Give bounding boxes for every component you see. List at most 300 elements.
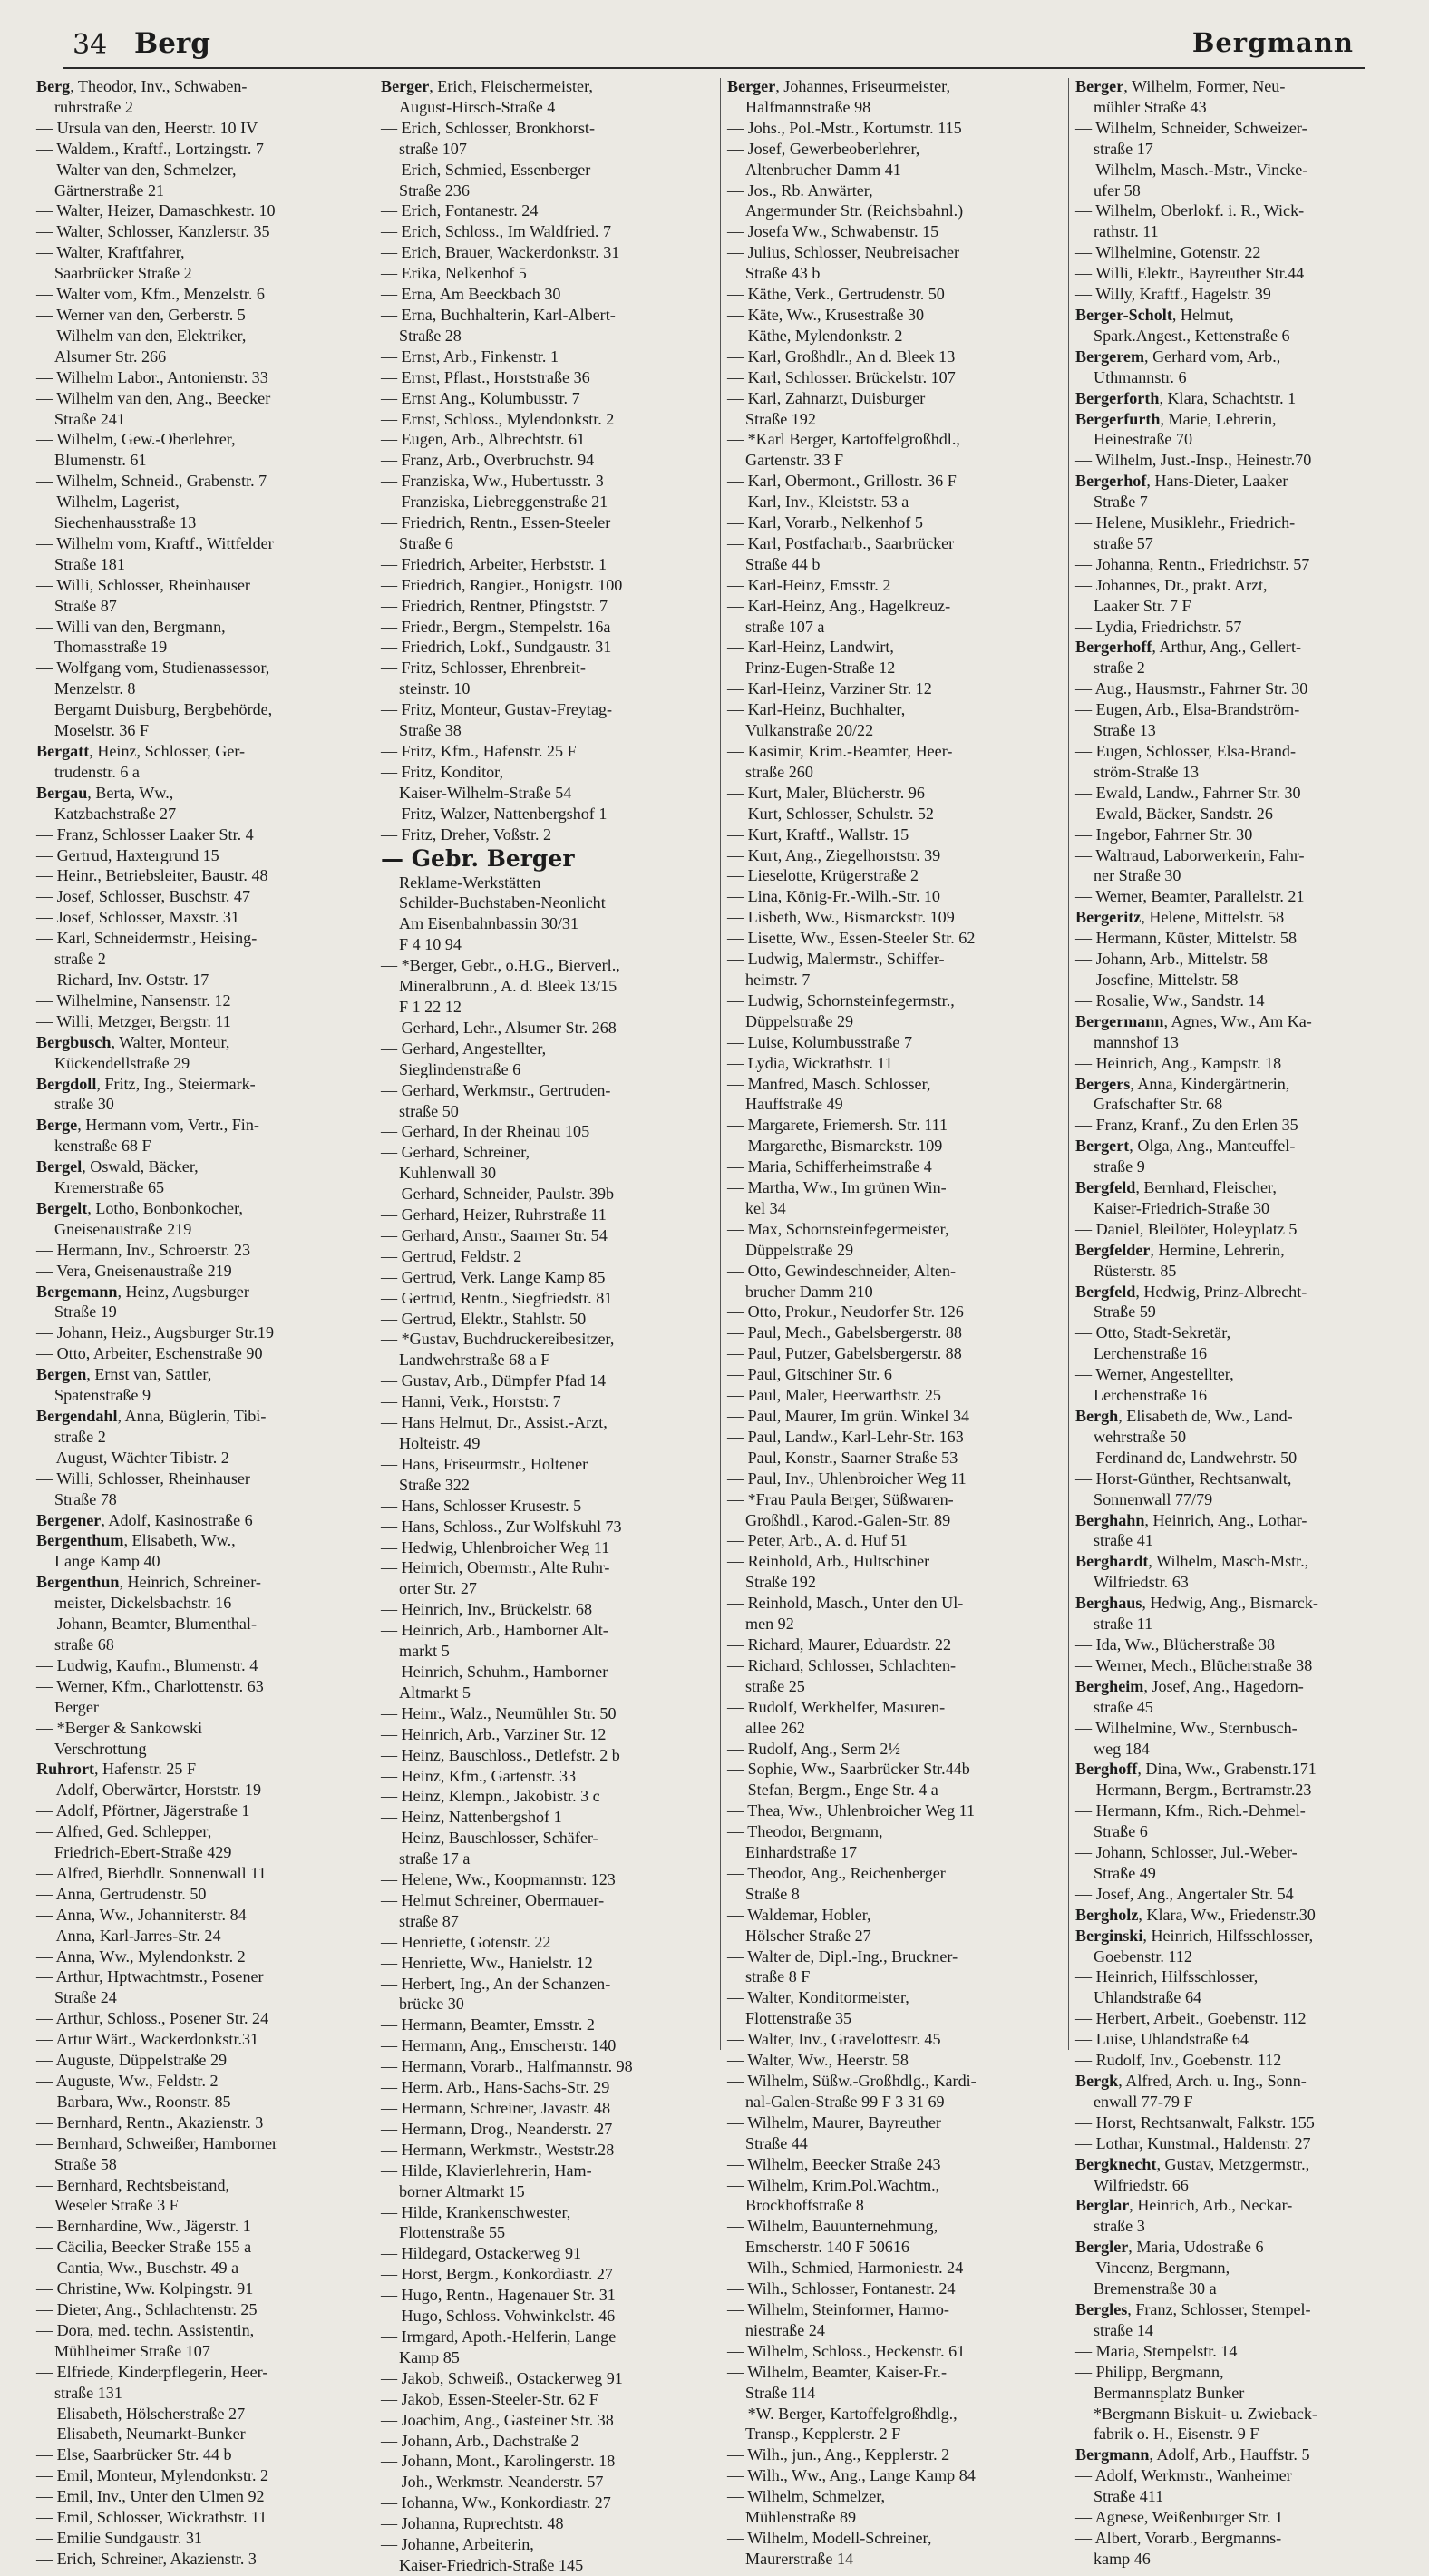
directory-line: markt 5 (399, 1642, 450, 1661)
directory-line: Holteistr. 49 (399, 1434, 481, 1452)
directory-line: Bergmann, Adolf, Arb., Hauffstr. 5 (1075, 2445, 1310, 2464)
directory-line: — Ida, Ww., Blücherstraße 38 (1075, 1634, 1276, 1654)
directory-line: — Paul, Gitschiner Str. 6 (727, 1365, 892, 1384)
directory-line: Verschrottung (54, 1739, 147, 1758)
directory-line: — Rudolf, Inv., Goebenstr. 112 (1075, 2051, 1282, 2070)
directory-line: — Wilhelm, Beecker Straße 243 (727, 2154, 941, 2173)
directory-line: — Wilh., Ww., Ang., Lange Kamp 84 (727, 2466, 976, 2485)
directory-line: — Willy, Kraftf., Hagelstr. 39 (1075, 285, 1271, 304)
directory-line: straße 8 F (745, 1967, 811, 1986)
directory-line: — Erich, Schmied, Essenberger (381, 160, 591, 179)
directory-line: — Luise, Kolumbusstraße 7 (727, 1032, 913, 1051)
directory-line: — Vincenz, Bergmann, (1075, 2259, 1230, 2278)
directory-line: — *Frau Paula Berger, Süßwaren- (727, 1489, 954, 1508)
directory-line: Bergamt Duisburg, Bergbehörde, (54, 700, 273, 719)
directory-line: — Jakob, Schweiß., Ostackerweg 91 (381, 2368, 623, 2387)
directory-line: Straße 6 (399, 533, 453, 552)
directory-line: — August, Wächter Tibistr. 2 (36, 1448, 229, 1467)
directory-line: Straße 44 (745, 2133, 808, 2152)
directory-line: — Paul, Maurer, Im grün. Winkel 34 (727, 1407, 970, 1425)
directory-line: Brockhoffstraße 8 (745, 2196, 864, 2215)
directory-line: — Heinz, Bauschloss., Detlefstr. 2 b (381, 1745, 620, 1764)
directory-line: straße 11 (1094, 1615, 1153, 1634)
directory-line: — Fritz, Dreher, Voßstr. 2 (381, 825, 552, 844)
directory-line: Angermunder Str. (Reichsbahnl.) (745, 201, 964, 220)
directory-line: — Wilhelm, Beamter, Kaiser-Fr.- (727, 2362, 948, 2381)
directory-line: — Käthe, Mylendonkstr. 2 (727, 326, 903, 345)
directory-line: Großhdl., Karod.-Galen-Str. 89 (745, 1510, 951, 1529)
directory-line: — Lisette, Ww., Essen-Steeler Str. 62 (727, 929, 976, 948)
directory-line: — Herm. Arb., Hans-Sachs-Str. 29 (381, 2078, 610, 2097)
directory-line: Straße 59 (1094, 1303, 1156, 1322)
directory-line: — Bernhard, Rechtsbeistand, (36, 2175, 230, 2194)
directory-line: — *Gustav, Buchdruckereibesitzer, (381, 1330, 615, 1349)
directory-line: — Fritz, Walzer, Nattenbergshof 1 (381, 804, 608, 823)
directory-line: — Karl, Inv., Kleiststr. 53 a (727, 493, 909, 512)
directory-line: — Hans, Schlosser Krusestr. 5 (381, 1496, 582, 1515)
directory-line: — *W. Berger, Kartoffelgroßhdlg., (727, 2404, 958, 2423)
directory-line: — Gertrud, Elektr., Stahlstr. 50 (381, 1309, 587, 1328)
directory-line: — Ludwig, Kaufm., Blumenstr. 4 (36, 1655, 258, 1674)
directory-line: Lerchenstraße 16 (1094, 1386, 1208, 1405)
page-number: 34 (73, 29, 108, 61)
directory-line: Straße 411 (1094, 2487, 1164, 2506)
directory-line: heimstr. 7 (745, 970, 811, 989)
directory-line: Uthmannstr. 6 (1094, 367, 1187, 386)
directory-line: — Horst-Günther, Rechtsanwalt, (1075, 1469, 1292, 1488)
directory-line: — Henriette, Gotenstr. 22 (381, 1932, 551, 1951)
directory-line: — Wilh., Schmied, Harmoniestr. 24 (727, 2259, 964, 2278)
directory-line: straße 41 (1094, 1531, 1153, 1550)
directory-line: — Heinr., Walz., Neumühler Str. 50 (381, 1703, 617, 1722)
directory-line: nal-Galen-Straße 99 F 3 31 69 (745, 2092, 945, 2111)
directory-line: — Bernhard, Schweißer, Hamborner (36, 2133, 278, 2152)
directory-line: Straße 44 b (745, 554, 821, 573)
directory-line: — Heinz, Kfm., Gartenstr. 33 (381, 1766, 577, 1785)
directory-line: — Wilhelm van den, Elektriker, (36, 326, 247, 345)
directory-line: orter Str. 27 (399, 1579, 477, 1598)
directory-line: — Herbert, Ing., An der Schanzen- (381, 1974, 611, 1993)
directory-line: — Wilh., jun., Ang., Kepplerstr. 2 (727, 2445, 950, 2464)
directory-line: — Adolf, Pförtner, Jägerstraße 1 (36, 1801, 250, 1820)
directory-line: Berginski, Heinrich, Hilfsschlosser, (1075, 1926, 1314, 1945)
directory-line: — Bernhardine, Ww., Jägerstr. 1 (36, 2217, 251, 2236)
directory-line: Berghardt, Wilhelm, Masch-Mstr., (1075, 1552, 1309, 1571)
directory-line: Thomasstraße 19 (54, 638, 168, 657)
directory-line: — Sophie, Ww., Saarbrücker Str.44b (727, 1760, 970, 1779)
directory-line: — Kurt, Maler, Blücherstr. 96 (727, 783, 925, 802)
directory-line: — Eugen, Arb., Elsa-Brandström- (1075, 700, 1300, 719)
directory-line: — Wilhelm, Maurer, Bayreuther (727, 2113, 941, 2132)
directory-line: — Hermann, Bergm., Bertramstr.23 (1075, 1781, 1312, 1800)
directory-line: Mühlenstraße 89 (745, 2508, 857, 2527)
directory-line: — Gertrud, Haxtergrund 15 (36, 845, 219, 864)
directory-line: straße 68 (54, 1634, 114, 1654)
directory-line: — Hildegard, Ostackerweg 91 (381, 2244, 582, 2263)
directory-line: — Albert, Vorarb., Bergmanns- (1075, 2528, 1282, 2547)
directory-line: Halfmannstraße 98 (745, 97, 871, 116)
directory-line: Siechenhausstraße 13 (54, 513, 197, 532)
directory-line: Berger, Erich, Fleischermeister, (381, 77, 593, 95)
directory-line: — Heinrich, Hilfsschlosser, (1075, 1967, 1259, 1986)
directory-line: — Erna, Am Beeckbach 30 (381, 285, 561, 304)
directory-line: — Arthur, Hptwachtmstr., Posener (36, 1967, 264, 1986)
directory-line: Düppelstraße 29 (745, 1011, 854, 1030)
directory-line: — Wilhelm, Schmelzer, (727, 2487, 886, 2506)
directory-line: — Agnese, Weißenburger Str. 1 (1075, 2508, 1284, 2527)
directory-line: — Otto, Stadt-Sekretär, (1075, 1323, 1231, 1342)
directory-line: Kaiser-Friedrich-Straße 145 (399, 2555, 584, 2574)
directory-line: Straße 8 (745, 1884, 800, 1903)
directory-line: Bergemann, Heinz, Augsburger (36, 1282, 249, 1301)
directory-line: — Josef, Schlosser, Buschstr. 47 (36, 887, 250, 906)
directory-line: Kaiser-Friedrich-Straße 30 (1094, 1198, 1270, 1217)
directory-line: — Karl, Schneidermstr., Heising- (36, 929, 258, 948)
directory-line: — Walter, Kraftfahrer, (36, 243, 185, 262)
directory-line: — Walter, Konditormeister, (727, 1988, 909, 2007)
directory-line: mannshof 13 (1094, 1032, 1179, 1051)
directory-line: Transp., Kepplerstr. 2 F (745, 2425, 901, 2444)
directory-line: mühler Straße 43 (1094, 97, 1207, 116)
directory-line: — Julius, Schlosser, Neubreisacher (727, 243, 960, 262)
directory-line: — Wilhelm, Oberlokf. i. R., Wick- (1075, 201, 1305, 220)
directory-line: — Willi, Schlosser, Rheinhauser (36, 575, 250, 594)
directory-line: Hölscher Straße 27 (745, 1926, 871, 1945)
directory-line: — Maria, Schifferheimstraße 4 (727, 1157, 932, 1176)
directory-line: Bergheim, Josef, Ang., Hagedorn- (1075, 1676, 1304, 1695)
directory-line: — Henriette, Ww., Hanielstr. 12 (381, 1953, 593, 1972)
directory-line: — Eugen, Schlosser, Elsa-Brand- (1075, 742, 1296, 760)
directory-line: — Martha, Ww., Im grünen Win- (727, 1178, 947, 1197)
directory-line: Flottenstraße 35 (745, 2009, 852, 2028)
directory-line: — Johann, Mont., Karolingerstr. 18 (381, 2452, 616, 2471)
directory-line: — Wilhelm, Schneid., Grabenstr. 7 (36, 472, 267, 491)
directory-line: — Lina, König-Fr.-Wilh.-Str. 10 (727, 887, 940, 906)
directory-line: — Franziska, Ww., Hubertusstr. 3 (381, 472, 604, 491)
directory-line: — Reinhold, Arb., Hultschiner (727, 1552, 930, 1571)
directory-line: Mühlheimer Straße 107 (54, 2341, 210, 2360)
directory-line: — Maria, Stempelstr. 14 (1075, 2341, 1238, 2360)
page-header (63, 25, 1365, 69)
directory-line: — Werner, Beamter, Parallelstr. 21 (1075, 887, 1305, 906)
directory-line: Straße 49 (1094, 1863, 1156, 1882)
directory-line: — Wilhelm vom, Kraftf., Wittfelder (36, 533, 274, 552)
directory-line: — Gerhard, Lehr., Alsumer Str. 268 (381, 1018, 617, 1037)
directory-line: — Karl, Vorarb., Nelkenhof 5 (727, 513, 923, 532)
directory-line: Straße 114 (745, 2383, 816, 2402)
directory-line: — Hermann, Beamter, Emsstr. 2 (381, 2015, 595, 2034)
directory-line: Landwehrstraße 68 a F (399, 1351, 550, 1370)
directory-line: fabrik o. H., Eisenstr. 9 F (1094, 2425, 1259, 2444)
directory-line: — Wilhelm van den, Ang., Beecker (36, 388, 271, 407)
directory-line: — Gerhard, Heizer, Ruhrstraße 11 (381, 1205, 607, 1225)
directory-line: Bergendahl, Anna, Büglerin, Tibi- (36, 1407, 267, 1425)
directory-line: — Werner, Angestellter, (1075, 1365, 1234, 1384)
directory-line: — Adolf, Oberwärter, Horststr. 19 (36, 1781, 262, 1800)
directory-line: brucher Damm 210 (745, 1282, 873, 1301)
directory-line: — Anna, Ww., Johanniterstr. 84 (36, 1905, 247, 1924)
directory-line: straße 25 (745, 1676, 805, 1695)
directory-line: straße 50 (399, 1101, 459, 1120)
directory-line: — Johanne, Arbeiterin, (381, 2535, 534, 2554)
directory-line: Straße 38 (399, 721, 462, 740)
directory-line: Bergenthun, Heinrich, Schreiner- (36, 1573, 261, 1592)
column-3 (727, 76, 1063, 2568)
directory-line: straße 3 (1094, 2217, 1145, 2236)
directory-line: Bergeritz, Helene, Mittelstr. 58 (1075, 908, 1285, 927)
directory-line: — Anna, Ww., Mylendonkstr. 2 (36, 1947, 246, 1966)
directory-line: Bergk, Alfred, Arch. u. Ing., Sonn- (1075, 2072, 1307, 2090)
directory-line: Ruhrort, Hafenstr. 25 F (36, 1760, 197, 1779)
directory-line: Maurerstraße 14 (745, 2549, 854, 2568)
directory-line: — Wilhelm, Schloss., Heckenstr. 61 (727, 2341, 966, 2360)
directory-line: — Gerhard, Werkmstr., Gertruden- (381, 1080, 611, 1099)
directory-line: — Walter, Schlosser, Kanzlerstr. 35 (36, 222, 270, 241)
directory-line: — Dora, med. techn. Assistentin, (36, 2320, 255, 2339)
directory-line: — Fritz, Schlosser, Ehrenbreit- (381, 659, 586, 678)
directory-line: Bergfeld, Bernhard, Fleischer, (1075, 1178, 1277, 1197)
directory-line: — Thea, Ww., Uhlenbroicher Weg 11 (727, 1801, 976, 1820)
directory-line: Straße 13 (1094, 721, 1156, 740)
directory-line: — Willi van den, Bergmann, (36, 617, 226, 636)
directory-line: — Waldemar, Hobler, (727, 1905, 871, 1924)
directory-line: — Wolfgang vom, Studienassessor, (36, 659, 270, 678)
directory-line: — Stefan, Bergm., Enge Str. 4 a (727, 1781, 938, 1800)
directory-line: straße 14 (1094, 2320, 1153, 2339)
directory-line: — Willi, Metzger, Bergstr. 11 (36, 1011, 231, 1030)
directory-line: Bergelt, Lotho, Bonbonkocher, (36, 1198, 243, 1217)
directory-line: Bergholz, Klara, Ww., Friedenstr.30 (1075, 1905, 1316, 1924)
directory-line: — Johanna, Rentn., Friedrichstr. 57 (1075, 554, 1310, 573)
directory-line: — Hermann, Drog., Neanderstr. 27 (381, 2119, 613, 2138)
directory-line: — Ernst, Pflast., Horststraße 36 (381, 367, 590, 386)
directory-line: — Hermann, Küster, Mittelstr. 58 (1075, 929, 1298, 948)
directory-line: — Lothar, Kunstmal., Haldenstr. 27 (1075, 2133, 1311, 2152)
directory-line: — Heinrich, Obermstr., Alte Ruhr- (381, 1558, 610, 1577)
directory-line: — Wilhelm, Schneider, Schweizer- (1075, 118, 1307, 137)
directory-line: — Wilhelm, Krim.Pol.Wachtm., (727, 2175, 940, 2194)
directory-line: — Otto, Prokur., Neudorfer Str. 126 (727, 1303, 964, 1322)
directory-line: Bergbusch, Walter, Monteur, (36, 1032, 230, 1051)
column-2 (381, 76, 716, 2574)
directory-line: Bergenthum, Elisabeth, Ww., (36, 1531, 236, 1550)
directory-line: — Rosalie, Ww., Sandstr. 14 (1075, 990, 1265, 1010)
directory-line: Bergerhof, Hans-Dieter, Laaker (1075, 472, 1288, 491)
directory-line: — Paul, Konstr., Saarner Straße 53 (727, 1448, 958, 1467)
directory-line: kel 34 (745, 1198, 786, 1217)
directory-line: Straße 28 (399, 326, 462, 345)
directory-line: Bergler, Maria, Udostraße 6 (1075, 2238, 1264, 2257)
directory-line: — Rudolf, Werkhelfer, Masuren- (727, 1697, 946, 1716)
directory-line: — Herbert, Arbeit., Goebenstr. 112 (1075, 2009, 1307, 2028)
directory-line: — Luise, Uhlandstraße 64 (1075, 2030, 1249, 2049)
directory-line: Mineralbrunn., A. d. Bleek 13/15 (399, 977, 617, 996)
directory-line: — Irmgard, Apoth.-Helferin, Lange (381, 2327, 617, 2346)
directory-line: — Johann, Arb., Dachstraße 2 (381, 2431, 579, 2450)
directory-line: — Franziska, Liebreggenstraße 21 (381, 493, 608, 512)
directory-line: — Werner van den, Gerberstr. 5 (36, 305, 246, 324)
directory-line: Straße 43 b (745, 264, 821, 283)
directory-line: — Friedrich, Lokf., Sundgaustr. 31 (381, 638, 612, 657)
directory-line: — Karl, Zahnarzt, Duisburger (727, 388, 926, 407)
directory-line: — Gebr. Berger (381, 844, 575, 872)
directory-line: — Jos., Rb. Anwärter, (727, 181, 873, 200)
directory-line: — Reinhold, Masch., Unter den Ul- (727, 1594, 964, 1613)
directory-line: — Helmut Schreiner, Obermauer- (381, 1890, 605, 1909)
directory-line: Berger (54, 1697, 99, 1716)
directory-line: straße 2 (1094, 659, 1145, 678)
directory-line: enwall 77-79 F (1094, 2092, 1193, 2111)
directory-line: Berglar, Heinrich, Arb., Neckar- (1075, 2196, 1293, 2215)
directory-line: Goebenstr. 112 (1094, 1947, 1192, 1966)
directory-line: — Theodor, Bergmann, (727, 1822, 883, 1841)
directory-line: Reklame-Werkstätten (399, 873, 541, 892)
directory-line: — Anna, Gertrudenstr. 50 (36, 1884, 207, 1903)
directory-line: Straße 58 (54, 2154, 117, 2173)
directory-line: — Hanni, Verk., Horststr. 7 (381, 1392, 561, 1411)
header-left-keyword: Berg (134, 27, 210, 60)
directory-line: Flottenstraße 55 (399, 2223, 506, 2242)
directory-line: — Max, Schornsteinfegermeister, (727, 1219, 949, 1238)
directory-line: kenstraße 68 F (54, 1137, 151, 1156)
directory-line: — Emil, Inv., Unter den Ulmen 92 (36, 2487, 265, 2506)
directory-line: — Waldem., Kraftf., Lortzingstr. 7 (36, 139, 264, 158)
directory-line: — Theodor, Ang., Reichenberger (727, 1863, 946, 1882)
directory-line: — Heinz, Bauschlosser, Schäfer- (381, 1829, 598, 1848)
directory-line: — Walter de, Dipl.-Ing., Bruckner- (727, 1947, 958, 1966)
directory-line: Bergener, Adolf, Kasinostraße 6 (36, 1510, 253, 1529)
directory-line: — Manfred, Masch. Schlosser, (727, 1074, 931, 1093)
directory-line: — Elfriede, Kinderpflegerin, Heer- (36, 2362, 268, 2381)
directory-line: — Barbara, Ww., Roonstr. 85 (36, 2092, 231, 2111)
directory-line: Moselstr. 36 F (54, 721, 150, 740)
directory-line: Bergers, Anna, Kindergärtnerin, (1075, 1074, 1290, 1093)
directory-line: — Cäcilia, Beecker Straße 155 a (36, 2238, 252, 2257)
directory-line: — Wilhelm, Steinformer, Harmo- (727, 2299, 949, 2318)
directory-line: — Ernst Ang., Kolumbusstr. 7 (381, 388, 580, 407)
directory-line: — Wilhelm, Masch.-Mstr., Vincke- (1075, 160, 1308, 179)
directory-line: — Walter vom, Kfm., Menzelstr. 6 (36, 285, 265, 304)
directory-line: — Emilie Sundgaustr. 31 (36, 2528, 202, 2547)
directory-line: rathstr. 11 (1094, 222, 1159, 241)
directory-line: — Hedwig, Uhlenbroicher Weg 11 (381, 1537, 610, 1556)
directory-line: — Heinr., Betriebsleiter, Baustr. 48 (36, 866, 268, 885)
directory-line: Heinestraße 70 (1094, 430, 1193, 449)
directory-line: — Ferdinand de, Landwehrstr. 50 (1075, 1448, 1298, 1467)
directory-line: — Auguste, Düppelstraße 29 (36, 2051, 228, 2070)
directory-line: — Emil, Schlosser, Wickrathstr. 11 (36, 2508, 267, 2527)
directory-line: — Wilh., Schlosser, Fontanestr. 24 (727, 2279, 956, 2298)
directory-line: borner Altmarkt 15 (399, 2181, 525, 2200)
directory-line: — Lydia, Friedrichstr. 57 (1075, 617, 1242, 636)
directory-line: Spatenstraße 9 (54, 1386, 151, 1405)
directory-line: — Karl, Obermont., Grillostr. 36 F (727, 472, 957, 491)
directory-line: — Richard, Schlosser, Schlachten- (727, 1655, 957, 1674)
directory-line: Kamp 85 (399, 2347, 460, 2366)
directory-line: — Johs., Pol.-Mstr., Kortumstr. 115 (727, 118, 962, 137)
directory-line: — Helene, Musiklehr., Friedrich- (1075, 513, 1296, 532)
directory-line: — Ingebor, Fahrner Str. 30 (1075, 825, 1253, 844)
directory-line: Straße 78 (54, 1489, 117, 1508)
directory-line: — Ernst, Schloss., Mylendonkstr. 2 (381, 409, 615, 428)
directory-line: — Gertrud, Rentn., Siegfriedstr. 81 (381, 1288, 613, 1307)
directory-line: — Josef, Schlosser, Maxstr. 31 (36, 908, 239, 927)
directory-line: Bergerfurth, Marie, Lehrerin, (1075, 409, 1277, 428)
directory-line: — Cantia, Ww., Buschstr. 49 a (36, 2259, 239, 2278)
directory-line: Hauffstraße 49 (745, 1095, 843, 1114)
directory-line: — Franz, Schlosser Laaker Str. 4 (36, 825, 254, 844)
directory-line: — Heinrich, Ang., Kampstr. 18 (1075, 1053, 1282, 1072)
directory-line: — Anna, Karl-Jarres-Str. 24 (36, 1926, 221, 1945)
directory-line: Bergfeld, Hedwig, Prinz-Albrecht- (1075, 1282, 1307, 1301)
directory-line: — Margarethe, Bismarckstr. 109 (727, 1137, 943, 1156)
directory-line: Katzbachstraße 27 (54, 804, 177, 823)
directory-line: — Gerhard, Schneider, Paulstr. 39b (381, 1185, 615, 1204)
directory-line: — Lydia, Wickrathstr. 11 (727, 1053, 893, 1072)
directory-line: Bergatt, Heinz, Schlosser, Ger- (36, 742, 246, 760)
directory-line: Berge, Hermann vom, Vertr., Fin- (36, 1116, 259, 1135)
directory-line: — Paul, Maler, Heerwarthstr. 25 (727, 1386, 941, 1405)
directory-line: trudenstr. 6 a (54, 762, 140, 781)
directory-line: Blumenstr. 61 (54, 451, 147, 470)
directory-line: — Hermann, Vorarb., Halfmannstr. 98 (381, 2057, 633, 2076)
column-1 (36, 76, 372, 2568)
directory-line: — Erich, Schlosser, Bronkhorst- (381, 118, 595, 137)
directory-line: — Wilhelm Labor., Antonienstr. 33 (36, 367, 268, 386)
directory-line: — Lieselotte, Krügerstraße 2 (727, 866, 919, 885)
directory-line: — Auguste, Ww., Feldstr. 2 (36, 2072, 219, 2090)
directory-line: — Hans, Friseurmstr., Holtener (381, 1454, 588, 1473)
directory-line: — Horst, Bergm., Konkordiastr. 27 (381, 2265, 613, 2284)
directory-line: — Werner, Kfm., Charlottenstr. 63 (36, 1676, 264, 1695)
directory-line: — Hugo, Schloss. Vohwinkelstr. 46 (381, 2307, 616, 2326)
directory-line: — Johann, Arb., Mittelstr. 58 (1075, 950, 1269, 969)
directory-line: straße 17 a (399, 1849, 471, 1869)
directory-line: — Gertrud, Verk. Lange Kamp 85 (381, 1267, 606, 1286)
directory-line: straße 17 (1094, 139, 1153, 158)
directory-line: Wilfriedstr. 66 (1094, 2175, 1189, 2194)
directory-line: — Franz, Arb., Overbruchstr. 94 (381, 451, 595, 470)
directory-line: — Friedrich, Rangier., Honigstr. 100 (381, 575, 623, 594)
directory-line: Alsumer Str. 266 (54, 346, 167, 366)
directory-line: straße 131 (54, 2383, 122, 2402)
directory-line: Bergel, Oswald, Bäcker, (36, 1157, 199, 1176)
directory-line: — Heinrich, Arb., Varziner Str. 12 (381, 1724, 607, 1743)
directory-line: — Daniel, Bleilöter, Holeyplatz 5 (1075, 1219, 1298, 1238)
directory-line: — Philipp, Bergmann, (1075, 2362, 1224, 2381)
directory-line: — Hermann, Schreiner, Javastr. 48 (381, 2099, 611, 2117)
directory-line: — Emil, Monteur, Mylendonkstr. 2 (36, 2466, 269, 2485)
directory-line: — Margarete, Friemersh. Str. 111 (727, 1116, 948, 1135)
directory-line: Bermannsplatz Bunker (1094, 2383, 1245, 2402)
directory-line: Altmarkt 5 (399, 1683, 471, 1702)
directory-line: — Wilhelm, Bauunternehmung, (727, 2217, 938, 2236)
directory-line: — Walter, Inv., Gravelottestr. 45 (727, 2030, 941, 2049)
directory-line: — Paul, Putzer, Gabelsbergerstr. 88 (727, 1344, 962, 1363)
directory-line: — Otto, Arbeiter, Eschenstraße 90 (36, 1344, 263, 1363)
directory-line: — Erich, Fontanestr. 24 (381, 201, 539, 220)
directory-line: — Hilde, Klavierlehrerin, Ham- (381, 2161, 592, 2180)
directory-line: — Gustav, Arb., Dümpfer Pfad 14 (381, 1371, 607, 1390)
directory-line: — Paul, Mech., Gabelsbergerstr. 88 (727, 1323, 962, 1342)
directory-line: — Josefine, Mittelstr. 58 (1075, 970, 1239, 989)
directory-line: Bergh, Elisabeth de, Ww., Land- (1075, 1407, 1293, 1425)
directory-line: — Erich, Schreiner, Akazienstr. 3 (36, 2549, 257, 2568)
directory-line: Kremerstraße 65 (54, 1178, 165, 1197)
directory-line: straße 260 (745, 762, 813, 781)
directory-line: Bergknecht, Gustav, Metzgermstr., (1075, 2154, 1310, 2173)
directory-line: — Lisbeth, Ww., Bismarckstr. 109 (727, 908, 955, 927)
